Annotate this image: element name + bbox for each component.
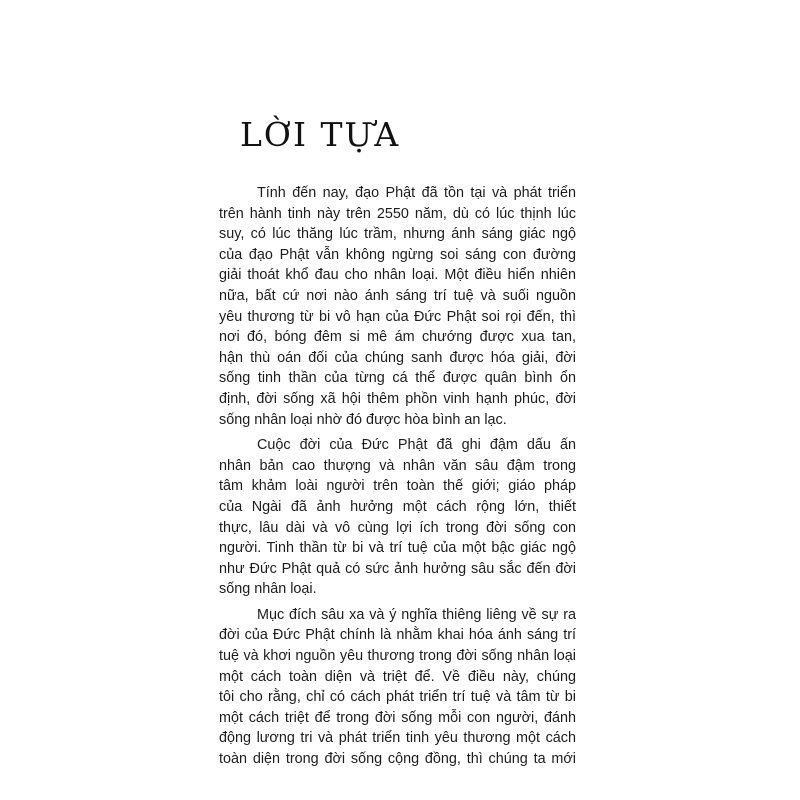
text-line: sống nhân loại. (219, 581, 317, 598)
text-line: tôi cho rằng, chỉ có cách phát triển trí tuệ và tâm từ bi (219, 689, 576, 706)
text-line: của đạo Phật vẫn không ngừng soi sáng con đường (219, 246, 576, 263)
text-line: suy, có lúc thăng lúc trầm, nhưng ánh sáng giác ngộ (219, 226, 576, 243)
text-line: một cách toàn diện và triệt để. Về điều này, chúng (219, 668, 576, 685)
text-line: sống nhân loại nhờ đó được hòa bình an lạc. (219, 411, 507, 428)
text-line: toàn diện trong đời sống cộng đồng, thì chúng ta mới (219, 751, 576, 768)
text-line: thực, lâu dài và vô cùng lợi ích trong đời sống con (219, 519, 576, 536)
text-line: người. Tinh thần từ bi và trí tuệ của một bậc giác ngộ (219, 540, 576, 557)
paragraph (219, 605, 576, 770)
text-line: yêu thương từ bi vô hạn của Đức Phật soi rọi đến, thì (219, 308, 576, 325)
text-line: sống tinh thần của từng cá thể được quân bình ổn (219, 370, 576, 387)
text-line: một cách triệt để trong đời sống mỗi con người, đánh (219, 709, 576, 726)
text-line: Mục đích sâu xa và ý nghĩa thiêng liêng về sự ra (257, 606, 576, 623)
text-line: nơi đó, bóng đêm si mê ám chướng được xua tan, (219, 329, 576, 346)
text-line: định, đời sống xã hội thêm phồn vinh hạnh phúc, đời (219, 390, 576, 407)
text-line: nữa, bất cứ nơi nào ánh sáng trí tuệ và suối nguồn (219, 287, 576, 304)
text-line: Tính đến nay, đạo Phật đã tồn tại và phát triển (257, 185, 576, 201)
text-line: của Ngài đã ảnh hưởng một cách rộng lớn, thiết (219, 498, 576, 515)
text-line: đời của Đức Phật chính là nhằm khai hóa ánh sáng trí (219, 627, 576, 644)
text-line: giải thoát khổ đau cho nhân loại. Một điều hiển nhiên (219, 267, 576, 284)
text-line: Cuộc đời của Đức Phật đã ghi đậm dấu ấn (257, 437, 576, 454)
text-line: như Đức Phật quả có sức ảnh hưởng sâu sắc đến đời (219, 560, 576, 577)
text-line: nhân bản cao thượng và nhân văn sâu đậm trong (219, 457, 576, 474)
text-line: tâm khảm loài người trên toàn thế giới; giáo pháp (219, 478, 576, 495)
paragraph (219, 183, 576, 430)
page-title: LỜI TỰA (240, 115, 401, 154)
text-line: trên hành tinh này trên 2550 năm, dù có lúc thịnh lúc (219, 205, 576, 222)
text-line: tuệ và khơi nguồn yêu thương trong đời sống nhân loại (219, 648, 576, 665)
text-line: động lương tri và phát triển tinh yêu thương một cách (219, 730, 576, 747)
body-text (219, 183, 576, 775)
text-line: hận thù oán đối của chúng sanh được hóa giải, đời (219, 349, 576, 366)
paragraph (219, 435, 576, 600)
